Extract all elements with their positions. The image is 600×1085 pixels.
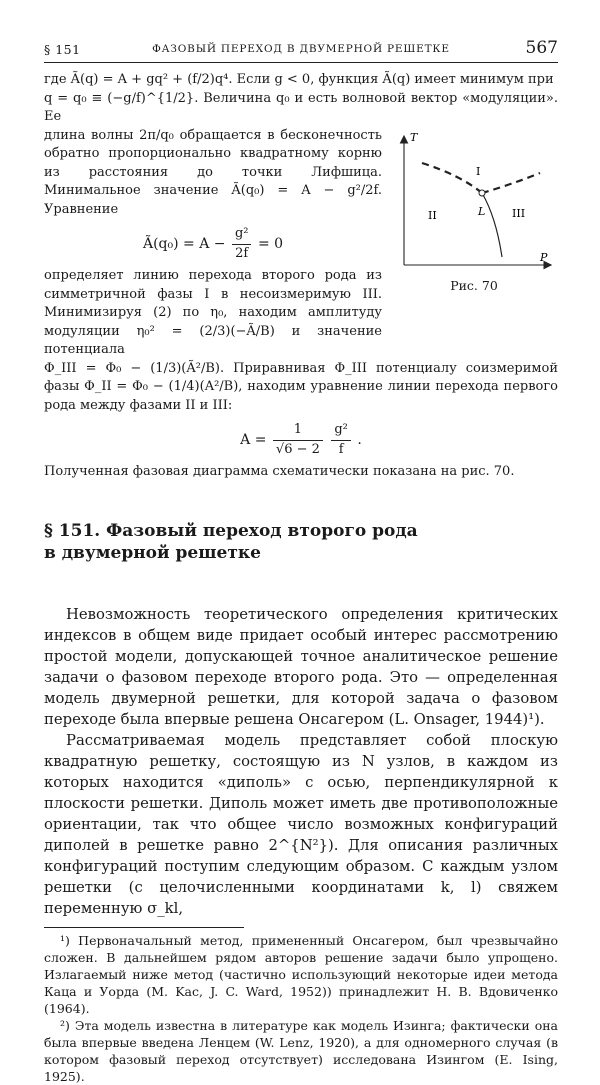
after-eq1-text: определяет линию перехода второго рода из симметричной фазы I в несоизмеримую III. Минимизируя (2) по η₀, находим амплитуду модуляции η₀² = (2/3)(−Ã/B) и значение потенциала <box>44 268 382 357</box>
eq2-fraction-2 <box>331 421 351 459</box>
continued-text: Φ_III = Φ₀ − (1/3)(Ã²/B). Приравнивая Φ_III потенциалу соизмеримой фазы Φ_II = Φ₀ − (1/4)(A²/B), находим уравнение линии перехода первого рода между фазами II и III: <box>44 360 558 413</box>
header-rule <box>44 62 558 63</box>
eq2-numerator-2: g² <box>331 421 351 441</box>
eq1-numerator: g² <box>232 225 252 245</box>
eq2-end: . <box>357 432 362 448</box>
first-order-line <box>482 193 502 257</box>
eq1-fraction <box>232 225 252 263</box>
eq2-left: A = <box>240 432 267 448</box>
footnote-2: ²) Эта модель известна в литературе как модель Изинга; фактически она была впервые введена Ленцем (W. Lenz, 1920), а для одномерного случая (в котором фазовый переход отсутствует) исследована Изингом (E. Ising, 1925). <box>44 1017 558 1084</box>
equation-1 <box>44 225 382 263</box>
second-order-line <box>422 163 482 193</box>
label-phase-I: I <box>476 164 481 178</box>
eq2-fraction-1 <box>273 421 323 459</box>
top-text-block <box>44 71 558 482</box>
section-heading-line-2: в двумерной решетке <box>44 542 261 563</box>
eq2-denominator-1: √6 − 2 <box>275 441 320 457</box>
header-title: ФАЗОВЫЙ ПЕРЕХОД В ДВУМЕРНОЙ РЕШЕТКЕ <box>152 43 450 55</box>
top-line-2: q = q₀ ≡ (−g/f)^{1/2}. Величина q₀ и есть волновой вектор «модуляции». Ее <box>44 90 558 124</box>
label-phase-III: III <box>512 206 526 220</box>
figure-70 <box>390 125 558 296</box>
label-phase-II: II <box>428 208 437 222</box>
section-heading-line-1: § 151. Фазовый переход второго рода <box>44 520 418 541</box>
phase-diagram <box>390 125 558 275</box>
top-line-1: где Ã(q) = A + gq² + (f/2)q⁴. Если g < 0, функция Ã(q) имеет минимум при <box>44 72 554 87</box>
lifshitz-point <box>479 190 485 196</box>
eq2-denominator-2: f <box>338 441 344 457</box>
eq1-denominator: 2f <box>235 245 249 261</box>
axis-x-label: P <box>540 250 548 264</box>
section-heading <box>44 520 558 564</box>
footnote-rule <box>44 927 244 928</box>
eq1-right: = 0 <box>257 236 284 252</box>
paragraph-1: Невозможность теоретического определения критических индексов в общем виде придает особый интерес рассмотрению простой модели, допускающей точное аналитическое решение задачи о фазовом переходе второго рода. Это — определенная модель двумерной решетки, для которой задача о фазовом переходе была впервые решена Онсагером (L. Onsager, 1944)¹). <box>44 605 558 728</box>
running-header <box>44 38 558 60</box>
eq2-numerator-1: 1 <box>273 421 323 441</box>
main-text <box>44 604 558 919</box>
paragraph-2: Рассматриваемая модель представляет собой плоскую квадратную решетку, состоящую из N узлов, в каждом из которых находится «диполь» с осью, перпендикулярной к плоскости решетки. Диполь может иметь две противоположные ориентации, так что общее число возможных конфигураций диполей в решетке равно 2^{N²}). Для описания различных конфигураций поступим следующим образом. С каждым узлом решетки (с целочисленными координатами k, l) свяжем переменную σ_kl, <box>44 731 558 917</box>
footnote-1: ¹) Первоначальный метод, примененный Онсагером, был чрезвычайно сложен. В дальнейшем рядом авторов решение задачи было упрощено. Излагаемый ниже метод (частично использующий некоторые идеи метода Каца и Уорда (M. Kac, J. C. Ward, 1952)) принадлежит Н. В. Вдовиченко (1964). <box>44 932 558 1016</box>
header-section: § 151 <box>44 42 81 57</box>
page <box>44 38 558 1085</box>
wrapped-column <box>44 127 382 360</box>
text-with-figure <box>44 127 558 360</box>
second-order-line-iii <box>482 173 540 193</box>
wrap-text: длина волны 2π/q₀ обращается в бесконечность обратно пропорционально квадратному корню из расстояния до точки Лифшица. Минимальное значение Ã(q₀) = A − g²/2f. Уравнение <box>44 127 382 217</box>
label-L: L <box>478 204 486 218</box>
figure-caption: Рис. 70 <box>450 278 498 293</box>
axis-y-label: T <box>410 130 418 144</box>
eq1-left: Ã(q₀) = A − <box>142 236 226 252</box>
closing-text: Полученная фазовая диаграмма схематически показана на рис. 70. <box>44 464 515 479</box>
equation-2 <box>44 421 558 459</box>
page-number: 567 <box>525 38 558 58</box>
